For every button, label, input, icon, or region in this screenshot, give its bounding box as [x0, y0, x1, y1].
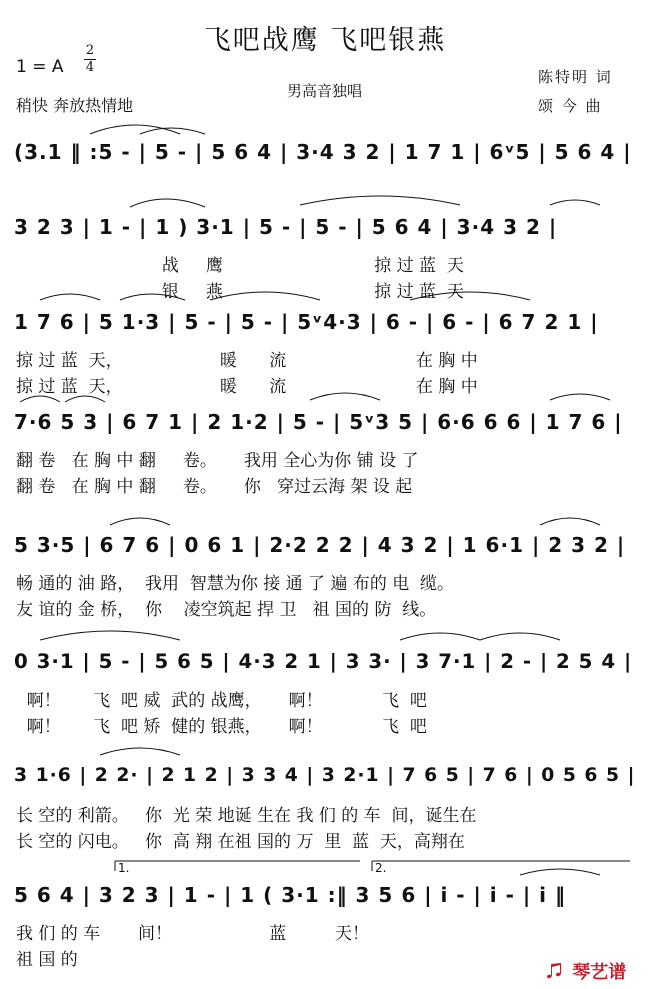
second-ending-label: 2.: [375, 861, 387, 875]
composer-credit: 颂 今 曲: [538, 97, 603, 115]
lyric-line-8-verse-1: 我 们 的 车 间！ 蓝 天！: [16, 924, 369, 944]
site-watermark: [545, 958, 626, 984]
music-note-icon: [545, 962, 563, 980]
lyric-line-5-verse-2: 友 谊的 金 桥， 你 凌空筑起 捍 卫 祖 国的 防 线。: [16, 600, 437, 620]
notation-line-7: 3 1·6 | 2 2· | 2 1 2 | 3 3 4 | 3 2·1 | 7 6 5 | 7 6 | 0 5 6 5 |: [14, 765, 636, 786]
lyricist-credit: 陈特明 词: [538, 68, 613, 86]
lyric-line-3-verse-1: 掠 过 蓝 天， 暖 流 在 胸 中: [16, 351, 478, 371]
notation-line-2: 3 2 3 | 1 - | 1 ) 3·1 | 5 - | 5 - | 5 6 4 | 3·4 3 2 |: [14, 215, 558, 239]
lyric-line-7-verse-2: 长 空的 闪电。 你 高 翔 在祖 国的 万 里 蓝 天，高翔在: [16, 832, 465, 852]
notation-line-6: 0 3·1 | 5 - | 5 6 5 | 4·3 2 1 | 3 3· | 3 7·1 | 2 - | 2 5 4 |: [14, 650, 633, 673]
notation-line-5: 5 3·5 | 6 7 6 | 0 6 1 | 2·2 2 2 | 4 3 2 | 1 6·1 | 2 3 2 |: [14, 533, 626, 557]
lyric-line-3-verse-2: 掠 过 蓝 天， 暖 流 在 胸 中: [16, 377, 478, 397]
tempo-marking: 稍快 奔放热情地: [16, 96, 134, 115]
notation-line-3: 1 7 6 | 5 1·3 | 5 - | 5 - | 5ᵛ4·3 | 6 - | 6 - | 6 7 2 1 |: [14, 310, 599, 334]
score-system-6: [0, 622, 650, 740]
lyric-line-8-verse-2: 祖 国 的: [16, 950, 78, 970]
notation-line-1: (3.1 ‖ :5 - | 5 - | 5 6 4 | 3·4 3 2 | 1 7 1 | 6ᵛ5 | 5 6 4 |: [14, 140, 632, 164]
watermark-text: 琴艺谱: [572, 962, 627, 983]
score-system-8: [0, 855, 650, 973]
lyric-line-5-verse-1: 畅 通的 油 路， 我用 智慧为你 接 通 了 遍 布的 电 缆。: [16, 574, 455, 594]
score-system-7: [0, 737, 650, 855]
slur-layer-8: [0, 855, 650, 973]
key-signature: 1 = A: [16, 57, 64, 77]
time-signature-top: 2: [85, 43, 95, 58]
score-system-5: [0, 505, 650, 623]
lyric-line-2-verse-1: 战 鹰 掠 过 蓝 天: [16, 256, 464, 276]
lyric-line-4-verse-1: 翻 卷 在 胸 中 翻 卷。 我用 全心为你 铺 设 了: [16, 451, 419, 471]
lyric-line-6-verse-1: 啊！ 飞 吧 威 武的 战鹰， 啊！ 飞 吧: [16, 691, 427, 711]
lyric-line-6-verse-2: 啊！ 飞 吧 矫 健的 银燕， 啊！ 飞 吧: [16, 717, 427, 737]
time-signature-bottom: 4: [85, 60, 95, 75]
lyric-line-2-verse-2: 银 燕 掠 过 蓝 天: [16, 282, 464, 302]
score-system-4: [0, 382, 650, 500]
notation-line-4: 7·6 5 3 | 6 7 1 | 2 1·2 | 5 - | 5ᵛ3 5 | 6·6 6 6 | 1 7 6 |: [14, 410, 623, 434]
lyric-line-4-verse-2: 翻 卷 在 胸 中 翻 卷。 你 穿过云海 架 设 起: [16, 477, 413, 497]
song-title: 飞吧战鹰 飞吧银燕: [203, 25, 447, 56]
time-signature: [84, 44, 96, 75]
voice-designation: 男高音独唱: [287, 82, 363, 100]
first-ending-label: 1.: [118, 861, 130, 875]
notation-line-8: 5 6 4 | 3 2 3 | 1 - | 1 ( 3·1 :‖ 3 5 6 | i - | i - | i ‖: [14, 883, 566, 907]
lyric-line-7-verse-1: 长 空的 利箭。 你 光 荣 地诞 生在 我 们 的 车 间，诞生在: [16, 806, 477, 826]
